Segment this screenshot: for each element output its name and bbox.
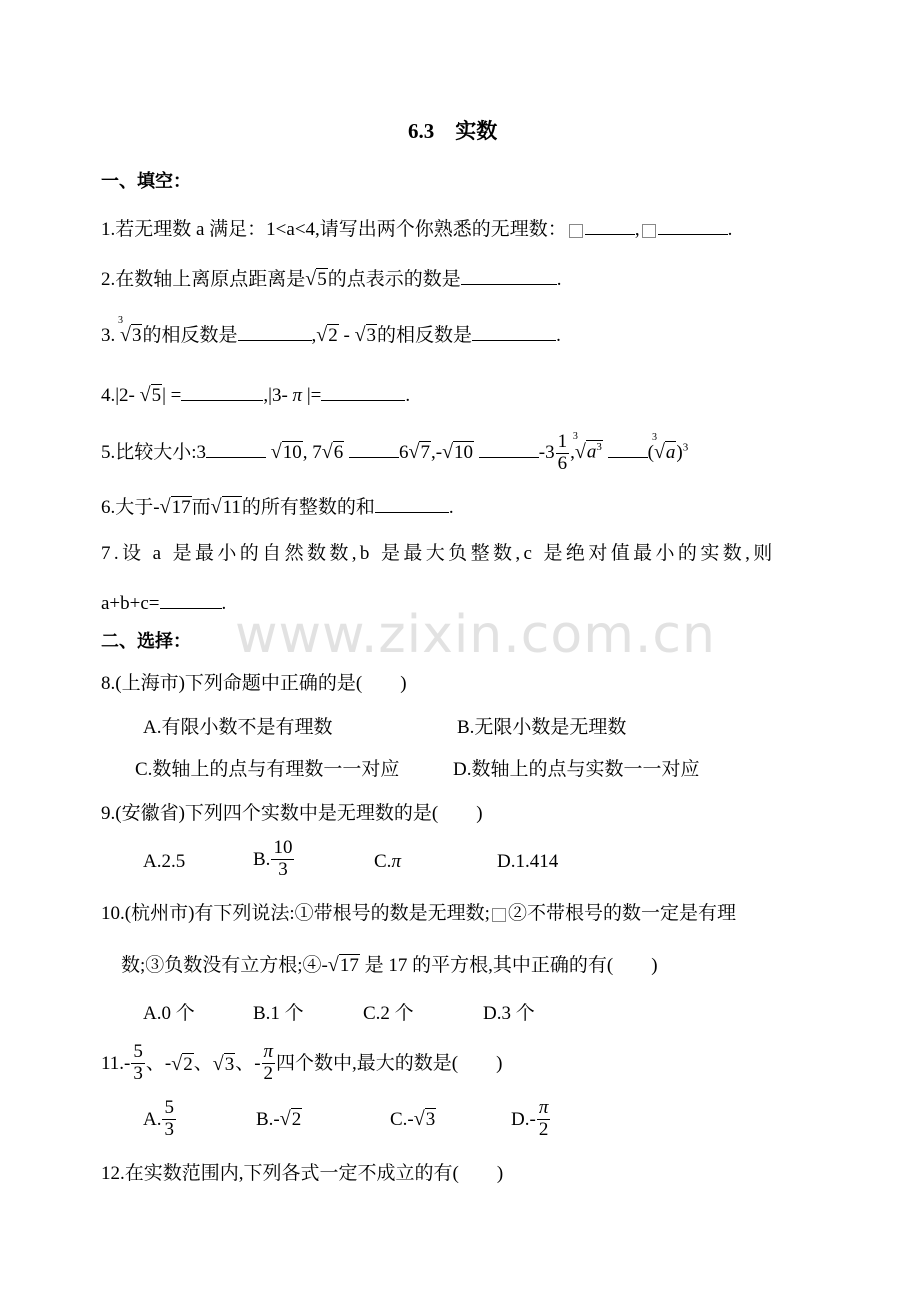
question-8: 8.(上海市)下列命题中正确的是( ): [101, 673, 407, 694]
placeholder-box-icon: [569, 224, 583, 238]
page-title: 6.3 实数: [408, 119, 498, 143]
sqrt-expression: √ 3: [354, 324, 377, 346]
sqrt-expression: √ 3: [413, 1108, 436, 1130]
cube-root-expression: 3 √ 3: [118, 315, 142, 346]
question-10-line2: 数;③负数没有立方根;④- √ 17 是 17 的平方根,其中正确的有( ): [121, 954, 658, 976]
fraction: $\frac{1}{6}$: [557, 431, 568, 474]
answer-blank[interactable]: [160, 590, 222, 609]
option-8d[interactable]: D.数轴上的点与实数一一对应: [453, 759, 700, 780]
option-9c[interactable]: C.π: [374, 851, 401, 872]
option-10c[interactable]: C.2 个: [363, 1003, 414, 1024]
answer-blank[interactable]: [238, 322, 312, 341]
question-11: 11.- $\frac{5}{3}$ 、- √ 2 、 √ 3 、- $\frac{\pi}{2}$ 四个数中,最大的数是( ): [101, 1041, 503, 1084]
sqrt-expression: √ 2: [171, 1052, 193, 1075]
sqrt-expression: √ 10: [270, 440, 302, 463]
question-4: 4.|2- √ 5 | = ,|3- π |= .: [101, 384, 411, 406]
option-11c[interactable]: C.- √ 3: [390, 1108, 436, 1130]
option-11b[interactable]: B.- √ 2: [256, 1108, 302, 1130]
question-12: 12.在实数范围内,下列各式一定不成立的有( ): [101, 1163, 504, 1184]
answer-blank[interactable]: [608, 439, 648, 458]
option-9a[interactable]: A.2.5: [143, 851, 186, 872]
fraction: $\frac{5}{3}$: [164, 1097, 174, 1140]
placeholder-box-icon: [642, 224, 656, 238]
question-7: 7.设 a 是最小的自然数数,b 是最大负整数,c 是绝对值最小的实数,则: [101, 543, 776, 564]
question-3: 3. 3 √ 3 的相反数是 , √ 2 - √ 3 的相反数是 .: [101, 315, 561, 346]
sqrt-expression: √ 17: [327, 954, 359, 976]
sqrt-expression: √ 6: [321, 440, 344, 463]
answer-blank[interactable]: [349, 439, 399, 458]
sqrt-expression: √ 17: [159, 496, 191, 518]
fraction: $\frac{\pi}{2}$: [263, 1041, 274, 1084]
cube-root-expression: 3 √ a: [651, 431, 676, 463]
sqrt-expression: √ 5: [305, 268, 327, 290]
option-9d[interactable]: D.1.414: [497, 851, 559, 872]
answer-blank[interactable]: [375, 494, 449, 513]
sqrt-expression: √ 5: [139, 384, 162, 406]
question-9: 9.(安徽省)下列四个实数中是无理数的是( ): [101, 803, 483, 824]
answer-blank[interactable]: [321, 382, 405, 401]
question-10: 10.(杭州市)有下列说法:①带根号的数是无理数; ②不带根号的数一定是有理: [101, 903, 736, 924]
option-11d[interactable]: D.- $\frac{\pi}{2}$: [511, 1097, 549, 1140]
question-2: 2.在数轴上离原点距离是 √ 5 的点表示的数是 .: [101, 268, 562, 290]
option-8a[interactable]: A.有限小数不是有理数: [143, 717, 333, 738]
option-10b[interactable]: B.1 个: [253, 1003, 304, 1024]
answer-blank[interactable]: [181, 382, 263, 401]
answer-blank[interactable]: [472, 322, 556, 341]
option-11a[interactable]: A. $\frac{5}{3}$: [143, 1097, 174, 1140]
sqrt-expression: √ 7: [408, 440, 430, 463]
answer-blank[interactable]: [461, 266, 557, 285]
option-8c[interactable]: C.数轴上的点与有理数一一对应: [135, 759, 400, 780]
answer-blank[interactable]: [206, 439, 266, 458]
question-5: 5.比较大小:3 √ 10 , 7 √ 6 6 √ 7 ,- √ 10 -3 $\frac{1}{6}$ , 3 √ $a^3$ ( 3 √ a )$^3$: [101, 431, 689, 474]
sqrt-expression: √ 11: [210, 496, 241, 518]
answer-blank[interactable]: [479, 439, 539, 458]
option-10a[interactable]: A.0 个: [143, 1003, 195, 1024]
fraction: $\frac{10}{3}$: [273, 837, 293, 880]
section-choice: 二、选择：: [101, 631, 191, 651]
cube-root-expression: 3 √ $a^3$: [572, 431, 602, 463]
section-fill-in: 一、填空：: [101, 171, 191, 191]
option-10d[interactable]: D.3 个: [483, 1003, 535, 1024]
placeholder-box-icon: [492, 908, 506, 922]
question-7-line2: a+b+c= .: [101, 590, 226, 613]
fraction: $\frac{\pi}{2}$: [538, 1097, 549, 1140]
sqrt-expression: √ 10: [442, 440, 474, 463]
sqrt-expression: √ 3: [212, 1052, 235, 1075]
question-6: 6.大于- √ 17 而 √ 11 的所有整数的和 .: [101, 496, 454, 518]
watermark: www.zixin.com.cn: [235, 605, 716, 665]
fraction: $\frac{5}{3}$: [133, 1041, 143, 1084]
sqrt-expression: √ 2: [279, 1108, 302, 1130]
sqrt-expression: √ 2: [316, 324, 338, 346]
option-8b[interactable]: B.无限小数是无理数: [457, 717, 627, 738]
question-1: 1.若无理数 a 满足：1<a<4,请写出两个你熟悉的无理数： , .: [101, 216, 732, 239]
answer-blank[interactable]: [658, 216, 728, 235]
answer-blank[interactable]: [585, 216, 635, 235]
option-9b[interactable]: B. $\frac{10}{3}$: [253, 837, 293, 880]
